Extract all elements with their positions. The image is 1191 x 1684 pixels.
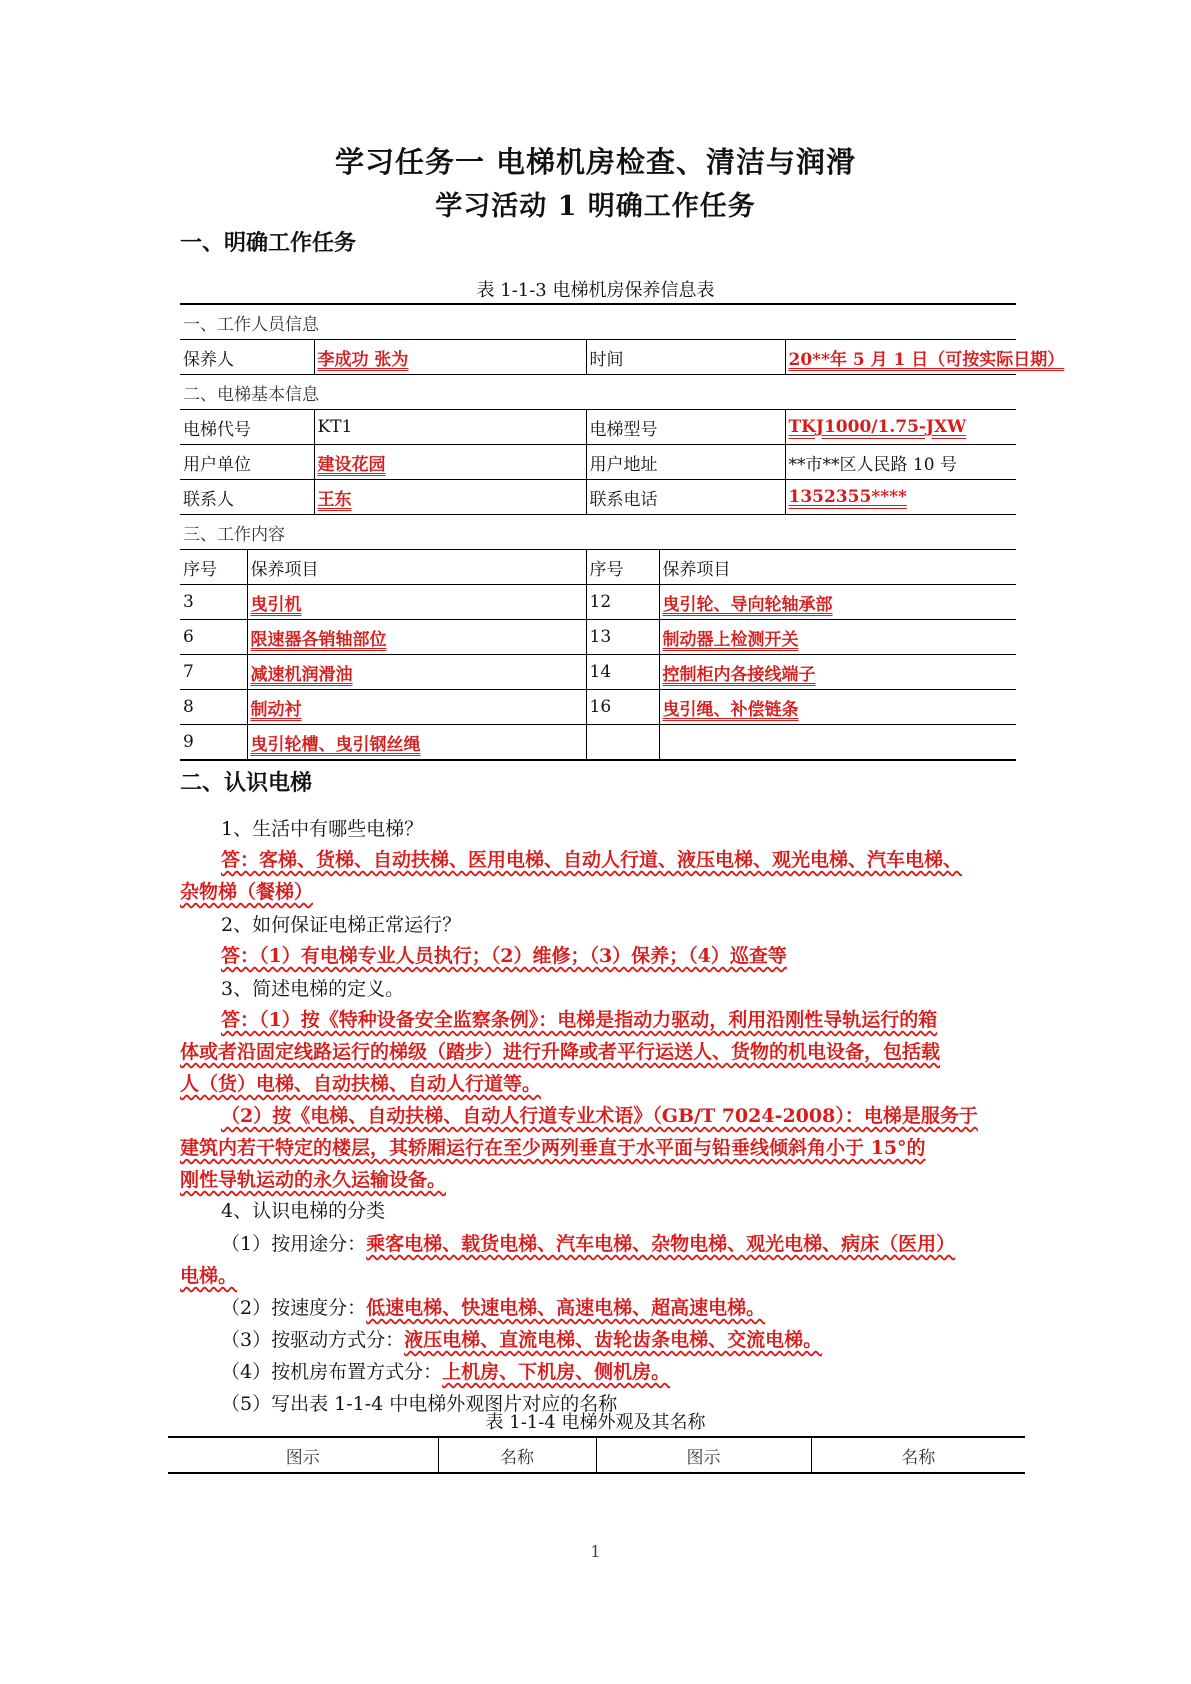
address-value: **市**区人民路 10 号: [785, 445, 1016, 480]
answer-3-line: 答：（1）按《特种设备安全监察条例》：电梯是指动力驱动，利用沿刚性导轨运行的箱: [221, 1009, 938, 1031]
row-item: 曳引绳、补偿链条: [659, 690, 1016, 725]
answer-2: [180, 940, 1015, 972]
item-header: 保养项目: [659, 550, 1016, 585]
row-item: 曳引轮槽、曳引钢丝绳: [247, 725, 586, 761]
question-1: 1、生活中有哪些电梯？: [221, 818, 424, 840]
answer-3-line: （2）按《电梯、自动扶梯、自动人行道专业术语》（GB/T 7024-2008）：电梯是服务于: [221, 1105, 978, 1127]
answer-3-line: 人（货）电梯、自动扶梯、自动人行道等。: [180, 1073, 542, 1095]
table-row: [180, 340, 1016, 375]
answer-2-text: 答：（1）有电梯专业人员执行；（2）维修；（3）保养；（4）巡查等: [221, 945, 787, 967]
section-personnel: 一、工作人员信息: [180, 304, 1016, 340]
answer-3: [180, 1004, 1015, 1196]
answer-3-line: 刚性导轨运动的永久运输设备。: [180, 1169, 447, 1191]
code-value: KT1: [314, 410, 586, 445]
row-item: 制动器上检测开关: [659, 620, 1016, 655]
answer-1-line-1: 答：客梯、货梯、自动扶梯、医用电梯、自动人行道、液压电梯、观光电梯、汽车电梯、: [221, 849, 963, 871]
maintainer-label: 保养人: [180, 340, 314, 375]
maintenance-info-table: [180, 303, 1065, 761]
table-row: [180, 445, 1016, 480]
answer-3-line: 体或者沿固定线路运行的梯级（踏步）进行升降或者平行运送人、货物的机电设备，包括载: [180, 1041, 941, 1063]
contact-value: 王东: [314, 480, 586, 515]
code-label: 电梯代号: [180, 410, 314, 445]
classification-by-speed: （2）按速度分：低速电梯、快速电梯、高速电梯、超高速电梯。: [221, 1297, 766, 1319]
page-title: 学习任务一 电梯机房检查、清洁与润滑: [334, 145, 857, 179]
table-section-row: [180, 304, 1016, 340]
row-no: 16: [586, 690, 659, 725]
table1-caption: 表 1-1-3 电梯机房保养信息表: [476, 280, 715, 301]
row-no: 13: [586, 620, 659, 655]
answer-1-line-2: 杂物梯（餐梯）: [180, 881, 314, 903]
phone-label: 联系电话: [586, 480, 785, 515]
unit-label: 用户单位: [180, 445, 314, 480]
time-value: 20**年 5 月 1 日（可按实际日期）: [785, 340, 1016, 375]
row-item: 减速机润滑油: [247, 655, 586, 690]
row-no: [586, 725, 659, 761]
section-basic-info: 二、电梯基本信息: [180, 375, 1016, 410]
row-no: 8: [180, 690, 247, 725]
table-row: [180, 725, 1016, 761]
table-row: [180, 690, 1016, 725]
row-item: [659, 725, 1016, 761]
row-item: 限速器各销轴部位: [247, 620, 586, 655]
model-label: 电梯型号: [586, 410, 785, 445]
name-header: 名称: [811, 1437, 1025, 1473]
table-row: [180, 620, 1016, 655]
row-item: 制动衬: [247, 690, 586, 725]
unit-value: 建设花园: [314, 445, 586, 480]
figure-header: 图示: [168, 1437, 438, 1473]
row-item: 控制柜内各接线端子: [659, 655, 1016, 690]
classification-item-5: （5）写出表 1-1-4 中电梯外观图片对应的名称: [221, 1393, 618, 1415]
table-section-row: [180, 515, 1016, 550]
figure-header: 图示: [596, 1437, 811, 1473]
row-no: 14: [586, 655, 659, 690]
classification-by-drive: （3）按驱动方式分：液压电梯、直流电梯、齿轮齿条电梯、交流电梯。: [221, 1329, 823, 1351]
classification-by-use: （1）按用途分：乘客电梯、载货电梯、汽车电梯、杂物电梯、观光电梯、病床（医用）: [221, 1233, 956, 1255]
model-value: TKJ1000/1.75-JXW: [785, 410, 1016, 445]
classification-by-use-cont: 电梯。: [180, 1265, 238, 1287]
row-no: 12: [586, 585, 659, 620]
maintainer-value: 李成功 张为: [314, 340, 586, 375]
question-3: 3、简述电梯的定义。: [221, 978, 405, 1000]
table-row: [180, 655, 1016, 690]
row-item: 曳引轮、导向轮轴承部: [659, 585, 1016, 620]
classification-by-machine-room: （4）按机房布置方式分：上机房、下机房、侧机房。: [221, 1361, 671, 1383]
elevator-appearance-table: [168, 1436, 1025, 1474]
question-4: 4、认识电梯的分类: [221, 1200, 386, 1222]
time-label: 时间: [586, 340, 785, 375]
table-row: [180, 585, 1016, 620]
answer-1: [180, 844, 1015, 908]
table-row: [180, 480, 1016, 515]
row-no: 9: [180, 725, 247, 761]
no-header: 序号: [180, 550, 247, 585]
row-item: 曳引机: [247, 585, 586, 620]
row-no: 6: [180, 620, 247, 655]
section-heading-1: 一、明确工作任务: [180, 230, 357, 256]
address-label: 用户地址: [586, 445, 785, 480]
table2-caption: 表 1-1-4 电梯外观及其名称: [485, 1412, 706, 1433]
no-header: 序号: [586, 550, 659, 585]
table-header-row: [180, 550, 1016, 585]
table-row: [180, 410, 1016, 445]
item-header: 保养项目: [247, 550, 586, 585]
table-header-row: [168, 1437, 1025, 1473]
page-number: 1: [590, 1542, 601, 1561]
section-heading-2: 二、认识电梯: [180, 770, 313, 796]
question-2: 2、如何保证电梯正常运行？: [221, 914, 462, 936]
phone-value: 1352355****: [785, 480, 1016, 515]
page-subtitle: 学习活动 1 明确工作任务: [435, 191, 756, 222]
classification-list: [180, 1228, 1015, 1420]
row-no: 3: [180, 585, 247, 620]
row-no: 7: [180, 655, 247, 690]
table-section-row: [180, 375, 1016, 410]
contact-label: 联系人: [180, 480, 314, 515]
section-work-content: 三、工作内容: [180, 515, 1016, 550]
answer-3-line: 建筑内若干特定的楼层，其轿厢运行在至少两列垂直于水平面与铅垂线倾斜角小于 15°的: [180, 1137, 926, 1159]
name-header: 名称: [438, 1437, 596, 1473]
